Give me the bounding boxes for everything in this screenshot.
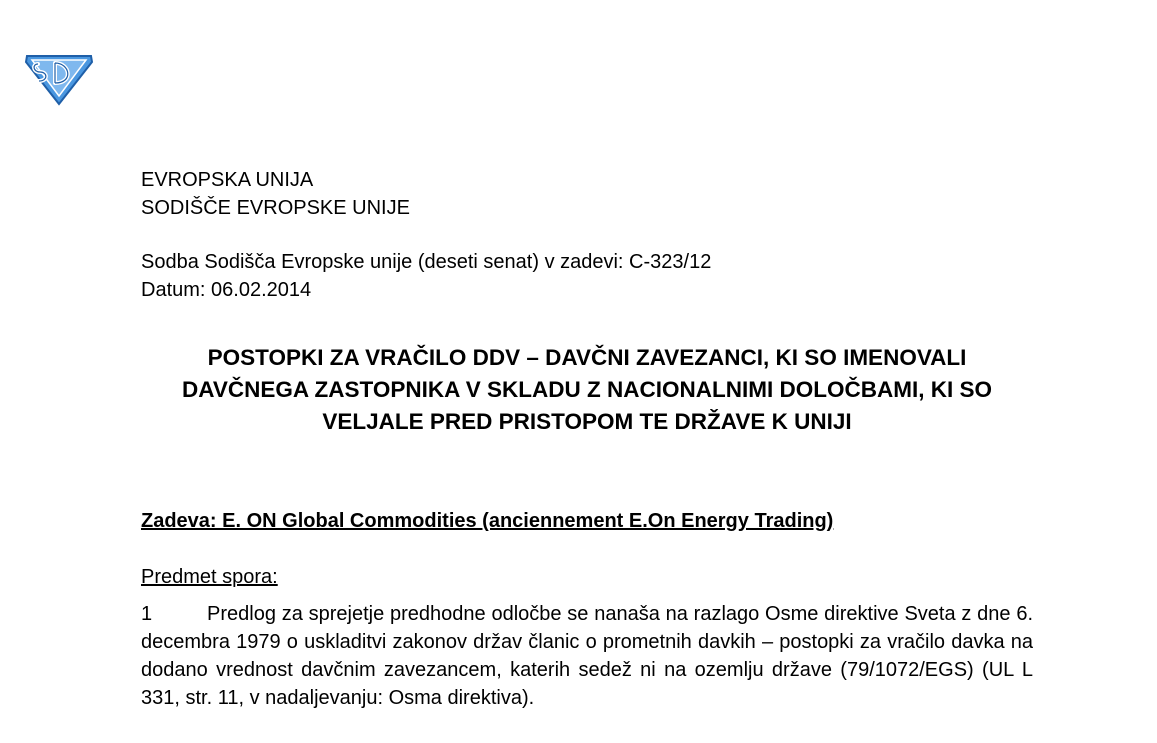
org-line-eu: EVROPSKA UNIJA [141, 169, 314, 191]
case-info [141, 248, 1033, 304]
paragraph-number: 1 [141, 603, 153, 625]
sd-shield-icon [22, 48, 96, 106]
paragraph-1 [141, 600, 1033, 712]
court-header [141, 166, 1033, 222]
section-heading: Predmet spora: [141, 566, 278, 588]
paragraph-text: Predlog za sprejetje predhodne odločbe se nanaša na razlago Osme direktive Sveta z dne 6. decembra 1979 o uskladitvi zakonov držav članic o prometnih davkih – postopki za vračilo davka na dodano vrednost davčnim zavezancem, katerih sedež ni na ozemlju države (79/1072/EGS) (UL L 331, str. 11, v nadaljevanju: Osma direktiva). [141, 603, 1033, 709]
sd-logo [22, 48, 96, 106]
org-line-court: SODIŠČE EVROPSKE UNIJE [141, 197, 410, 219]
document-title: POSTOPKI ZA VRAČILO DDV – DAVČNI ZAVEZANCI, KI SO IMENOVALI DAVČNEGA ZASTOPNIKA V SKLADU Z NACIONALNIMI DOLOČBAMI, KI SO VELJALE PRED PRISTOPOM TE DRŽAVE K UNIJI [182, 345, 992, 434]
case-subject: Zadeva: E. ON Global Commodities (anciennement E.On Energy Trading) [141, 510, 834, 532]
judgment-line: Sodba Sodišča Evropske unije (deseti senat) v zadevi: C-323/12 [141, 251, 712, 273]
date-line: Datum: 06.02.2014 [141, 279, 312, 301]
